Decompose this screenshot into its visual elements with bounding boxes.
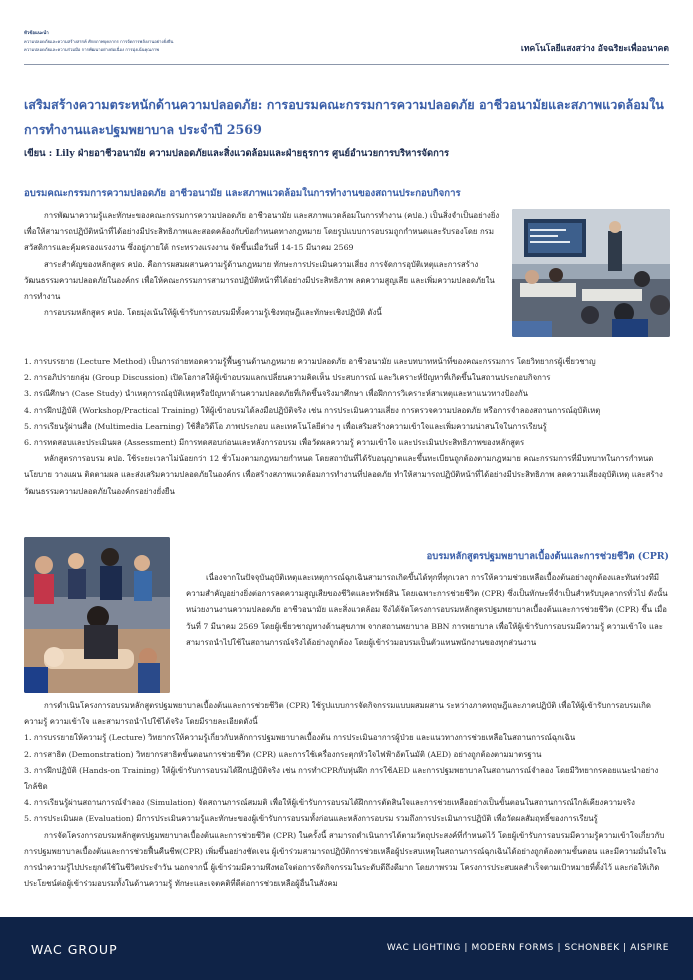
section-1-method-item: 3. กรณีศึกษา (Case Study) นำเหตุการณ์อุบัติเหตุหรือปัญหาด้านความปลอดภัยที่เกิดขึ้นจริงมาศึกษา เพื่อฝึกการวิเคราะห์สาเหตุและหาแนวทางป้องกัน	[24, 389, 529, 399]
nav-link-row-1[interactable]: ความปลอดภัยและความสร้างสรรค์ ศักยภาพบุคลากร การจัดการพลังงานอย่างยั่งยืน	[24, 39, 174, 44]
section-1-method-list	[24, 354, 670, 500]
footer-logo: WAC GROUP	[31, 942, 118, 957]
section-2-intro-block	[186, 570, 670, 651]
section-1-method-item: 6. การทดสอบและประเมินผล (Assessment) มีการทดสอบก่อนและหลังการอบรม เพื่อวัดผลความรู้ ความเข้าใจ และประเมินประสิทธิภาพของหลักสูตร	[24, 438, 525, 448]
section-1-method-item: 1. การบรรยาย (Lecture Method) เป็นการถ่ายทอดความรู้พื้นฐานด้านกฎหมาย ความปลอดภัย อาชีวอนามัย และบทบาทหน้าที่ของคณะกรรมการ โดยวิทยากรผู้เชี่ยวชาญ	[24, 357, 596, 366]
section-1-paragraph-2: สาระสำคัญของหลักสูตร คปอ. คือการผสมผสานความรู้ด้านกฎหมาย ทักษะการประเมินความเสี่ยง การจัดการอุบัติเหตุและการสร้างวัฒนธรรมความปลอดภัยในองค์กร เพื่อให้คณะกรรมการสามารถปฏิบัติหน้าที่ได้อย่างมีประสิทธิภาพ ลดความสูญเสีย และเพิ่มความปลอดภัยในการทำงาน	[24, 259, 495, 302]
section-1-method-item: 5. การเรียนรู้ผ่านสื่อ (Multimedia Learning) ใช้สื่อวิดีโอ ภาพประกอบ และเทคโนโลยีต่าง ๆ เพื่อเสริมสร้างความเข้าใจและเพิ่มความน่าสนใจในการเรียนรู้	[24, 421, 547, 431]
section-2-paragraph-2: การดำเนินโครงการอบรมหลักสูตรปฐมพยาบาลเบื้องต้นและการช่วยชีวิต (CPR) ใช้รูปแบบการจัดกิจกรรมแบบผสมผสาน ระหว่างภาคทฤษฎีและภาคปฏิบัติ เพื่อให้ผู้เข้ารับการอบรมเกิดความรู้ ความเข้าใจ และสามารถนำไปใช้ได้จริง โดยมีรายละเอียดดังนี้	[24, 701, 651, 727]
section-2-paragraph-1: เนื่องจากในปัจจุบันอุบัติเหตุและเหตุการณ์ฉุกเฉินสามารถเกิดขึ้นได้ทุกที่ทุกเวลา การให้ความช่วยเหลือเบื้องต้นอย่างถูกต้องและทันท่วงทีมีความสำคัญอย่างยิ่งต่อการลดความสูญเสียของชีวิตและทรัพย์สิน โดยเฉพาะการช่วยชีวิต (CPR) ซึ่งเป็นทักษะที่จำเป็นสำหรับบุคลากรทั่วไป ดังนั้น หน่วยงานงานความปลอดภัย อาชีวอนามัย และสิ่งแวดล้อม จึงได้จัดโครงการอบรมหลักสูตรปฐมพยาบาลเบื้องต้นและการช่วยชีวิต (CPR) ขึ้น เมื่อวันที่ 7 มีนาคม 2569 โดยผู้เชี่ยวชาญทางด้านสุขภาพ จากสถานพยาบาล BBN การพยาบาล เพื่อให้ผู้เข้ารับการอบรมมีความรู้ ความเข้าใจ และสามารถนำไปใช้ในสถานการณ์จริงได้อย่างถูกต้อง โดยผู้เข้าร่วมอบรมเป็นตัวแทนพนักงานของทุกส่วนงาน	[186, 573, 668, 647]
section-2-method-item: 5. การประเมินผล (Evaluation) มีการประเมินความรู้และทักษะของผู้เข้ารับการอบรมทั้งก่อนและหลังการอบรม รวมถึงการประเมินการปฏิบัติ เพื่อวัดผลสัมฤทธิ์ของการเรียนรู้	[24, 814, 598, 824]
section-1-paragraph-3: การอบรมหลักสูตร คปอ. โดยมุ่งเน้นให้ผู้เข้ารับการอบรมมีทั้งความรู้เชิงทฤษฎีและทักษะเชิงปฏิบัติ ดังนี้	[44, 308, 382, 318]
section-1-paragraph-4: หลักสูตรการอบรม คปอ. ใช้ระยะเวลาไม่น้อยกว่า 12 ชั่วโมงตามกฎหมายกำหนด โดยสถาบันที่ได้รับอนุญาตและขึ้นทะเบียนถูกต้องตามกฎหมาย คณะกรรมการที่มีบทบาทในการกำหนดนโยบาย วางแผน ติดตามผล และส่งเสริมความปลอดภัยในองค์กร เพื่อสร้างสภาพแวดล้อมการทำงานที่ปลอดภัย ทำให้สามารถปฏิบัติหน้าที่ได้อย่างมีประสิทธิภาพ ลดความเสี่ยงอุบัติเหตุ และสร้างวัฒนธรรมความปลอดภัยในองค์กรอย่างยั่งยืน	[24, 454, 663, 496]
section-1-method-item: 4. การฝึกปฏิบัติ (Workshop/Practical Training) ให้ผู้เข้าอบรมได้ลงมือปฏิบัติจริง เช่น การประเมินความเสี่ยง การตรวจความปลอดภัย หรือการจำลองสถานการณ์อุบัติเหตุ	[24, 405, 601, 415]
section-2-method-item: 2. การสาธิต (Demonstration) วิทยากรสาธิตขั้นตอนการช่วยชีวิต (CPR) และการใช้เครื่องกระตุกหัวใจไฟฟ้าอัตโนมัติ (AED) อย่างถูกต้องตามมาตรฐาน	[24, 749, 542, 759]
section-2-paragraph-3: การจัดโครงการอบรมหลักสูตรปฐมพยาบาลเบื้องต้นและการช่วยชีวิต (CPR) ในครั้งนี้ สามารถดำเนินการได้ตามวัตถุประสงค์ที่กำหนดไว้ โดยผู้เข้ารับการอบรมมีความรู้ความเข้าใจเกี่ยวกับการปฐมพยาบาลเบื้องต้นและการช่วยฟื้นคืนชีพ(CPR) เพิ่มขึ้นอย่างชัดเจน ผู้เข้าร่วมสามารถปฏิบัติการช่วยเหลือผู้ประสบเหตุในสถานการณ์ฉุกเฉินได้อย่างถูกต้องตามขั้นตอน และมีความมั่นใจในการนำความรู้ไปประยุกต์ใช้ในชีวิตประจำวัน นอกจากนี้ ผู้เข้าร่วมมีความพึงพอใจต่อการจัดกิจกรรมในระดับดีถึงดีมาก โดยภาพรวม โครงการประสบผลสำเร็จตามเป้าหมายที่ตั้งไว้ และก่อให้เกิดประโยชน์ต่อผู้เข้าร่วมอบรมทั้งในด้านความรู้ ทักษะและเจตคติที่ดีต่อการช่วยเหลือผู้อื่นในสังคม	[24, 830, 667, 889]
section-2-heading: อบรมหลักสูตรปฐมพยาบาลเบื้องต้นและการช่วยชีวิต (CPR)	[426, 551, 669, 562]
section-1-intro-block	[24, 208, 504, 321]
committee-training-illustration	[512, 209, 670, 337]
header-tagline: เทคโนโลยีแสงสว่าง อัจฉริยะเพื่ออนาคต	[520, 44, 669, 54]
header-divider	[24, 64, 669, 65]
section-1-method-item: 2. การอภิปรายกลุ่ม (Group Discussion) เปิดโอกาสให้ผู้เข้าอบรมแลกเปลี่ยนความคิดเห็น ประสบการณ์ และวิเคราะห์ปัญหาที่เกิดขึ้นในสถานประกอบกิจการ	[24, 373, 551, 383]
section-1-heading: อบรมคณะกรรมการความปลอดภัย อาชีวอนามัย และสภาพแวดล้อมในการทำงานของสถานประกอบกิจการ	[24, 188, 461, 199]
section-2-method-item: 4. การเรียนรู้ผ่านสถานการณ์จำลอง (Simulation) จัดสถานการณ์สมมติ เพื่อให้ผู้เข้ารับการอบรมได้ฝึกการตัดสินใจและการช่วยเหลืออย่างเป็นขั้นตอนในสถานการณ์ใกล้เคียงความจริง	[24, 798, 635, 808]
section-1-paragraph-1: การพัฒนาความรู้และทักษะของคณะกรรมการความปลอดภัย อาชีวอนามัย และสภาพแวดล้อมในการทำงาน (คปอ.) เป็นสิ่งจำเป็นอย่างยิ่ง เพื่อให้สามารถปฏิบัติหน้าที่ได้อย่างมีประสิทธิภาพและสอดคล้องกับข้อกำหนดทางกฎหมาย โดยรูปแบบการอบรมถูกกำหนดและรับรองโดย กรมสวัสดิการและคุ้มครองแรงงาน ซึ่งอยู่ภายใต้ กระทรวงแรงงาน จัดขึ้นเมื่อวันที่ 14-15 มีนาคม 2569	[24, 211, 500, 253]
section-2-method-item: 3. การฝึกปฏิบัติ (Hands-on Training) ให้ผู้เข้ารับการอบรมได้ฝึกปฏิบัติจริง เช่น การทำCPRกับหุ่นฝึก การใช้AED และการปฐมพยาบาลในสถานการณ์จำลอง โดยมีวิทยากรคอยแนะนำอย่างใกล้ชิด	[24, 765, 659, 792]
section-2-method-list	[24, 698, 670, 892]
section-2-method-item: 1. การบรรยายให้ความรู้ (Lecture) วิทยากรให้ความรู้เกี่ยวกับหลักการปฐมพยาบาลเบื้องต้น การประเมินอาการผู้ป่วย และแนวทางการช่วยเหลือในสถานการณ์ฉุกเฉิน	[24, 733, 576, 743]
nav-heading: หัวข้อแนะนำ	[24, 31, 49, 36]
cpr-training-illustration	[24, 537, 170, 693]
footer-brands: WAC LIGHTING | MODERN FORMS | SCHONBEK | AISPIRE	[386, 943, 669, 953]
cpr-training-photo	[24, 537, 170, 693]
top-navigation	[24, 30, 173, 54]
article-author: เขียน : Lily ฝ่ายอาชีวอนามัย ความปลอดภัยและสิ่งแวดล้อมและฝ่ายธุรการ ศูนย์อำนวยการบริหารจัดการ	[24, 148, 450, 159]
nav-link-row-2[interactable]: ความปลอดภัยและความร่วมมือ การพัฒนาอย่างต่อเนื่อง การมุ่งเน้นคุณภาพ	[24, 47, 160, 52]
article-title: เสริมสร้างความตระหนักด้านความปลอดภัย: การอบรมคณะกรรมการความปลอดภัย อาชีวอนามัยและสภาพแวดล้อมในการทำงานและปฐมพยาบาล ประจำปี 2569	[24, 97, 664, 137]
committee-training-photo	[512, 209, 670, 337]
